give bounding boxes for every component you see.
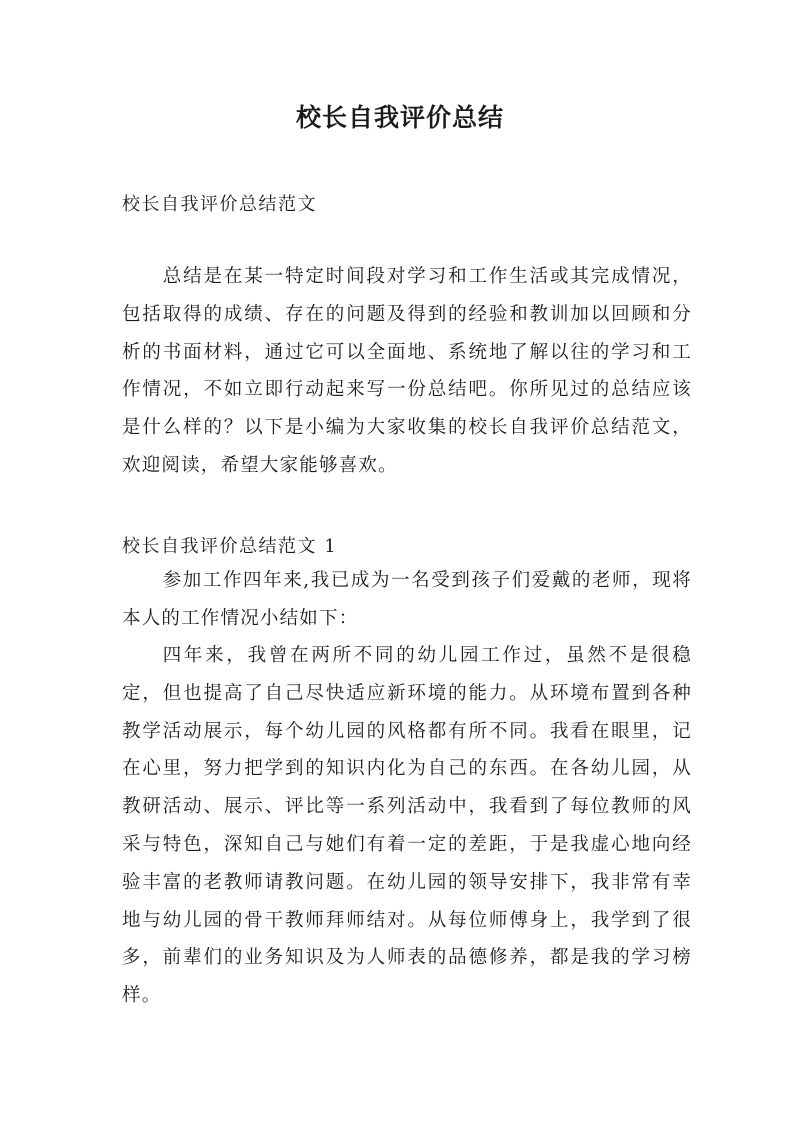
document-title: 校长自我评价总结: [295, 103, 504, 132]
intro-paragraph: 总结是在某一特定时间段对学习和工作生活或其完成情况，包括取得的成绩、存在的问题及得到的经验和教训加以回顾和分析的书面材料，通过它可以全面地、系统地了解以往的学习和工作情况，不如立即行动起来写一份总结吧。你所见过的总结应该是什么样的？以下是小编为大家收集的校长自我评价总结范文，欢迎阅读，希望大家能够喜欢。: [122, 266, 692, 476]
document-subtitle: 校长自我评价总结范文: [122, 194, 317, 215]
section-paragraph-2: 四年来，我曾在两所不同的幼儿园工作过，虽然不是很稳定，但也提高了自己尽快适应新环境的能力。从环境布置到各种教学活动展示，每个幼儿园的风格都有所不同。我看在眼里，记在心里，努力把学到的知识内化为自己的东西。在各幼儿园，从教研活动、展示、评比等一系列活动中，我看到了每位教师的风采与特色，深知自己与她们有着一定的差距，于是我虚心地向经验丰富的老教师请教问题。在幼儿园的领导安排下，我非常有幸地与幼儿园的骨干教师拜师结对。从每位师傅身上，我学到了很多，前辈们的业务知识及为人师表的品德修养，都是我的学习榜样。: [122, 645, 692, 1007]
section-heading: 校长自我评价总结范文 1: [122, 536, 338, 557]
section-paragraph-1: 参加工作四年来,我已成为一名受到孩子们爱戴的老师，现将本人的工作情况小结如下：: [122, 570, 692, 629]
